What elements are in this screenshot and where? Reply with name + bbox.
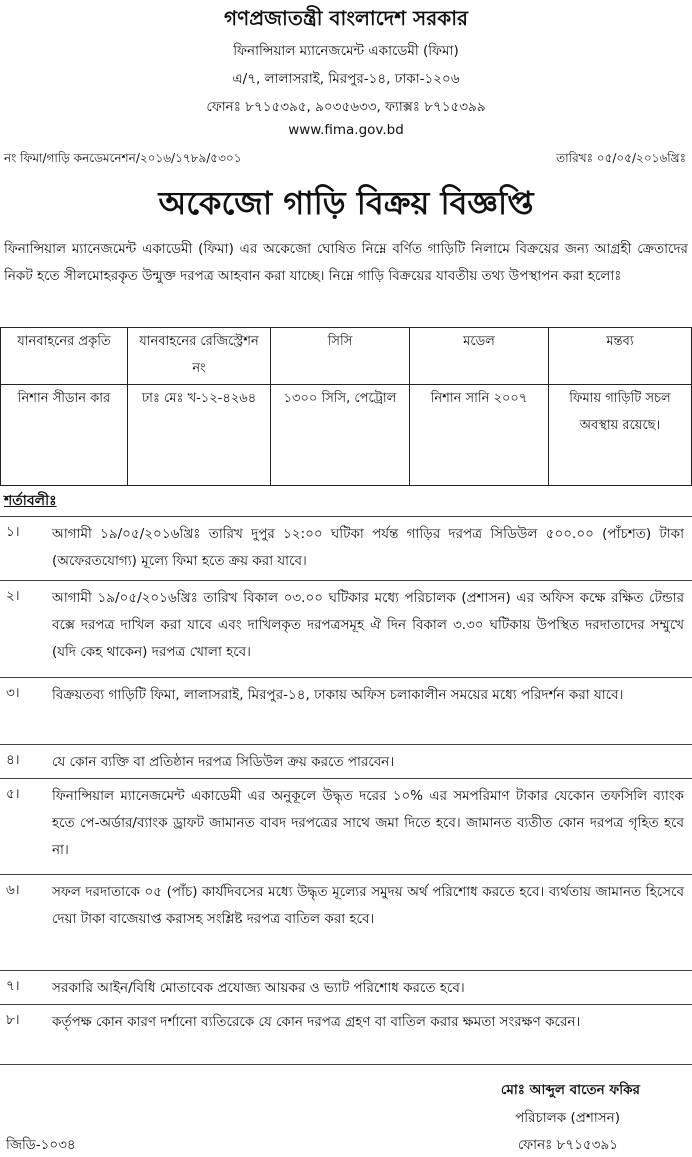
term-number: ৪। (6, 752, 20, 768)
intro-paragraph: ফিনান্সিয়াল ম্যানেজমেন্ট একাডেমী (ফিমা) এর অকেজো ঘোষিত নিম্নে বর্ণিত গাড়িটি নিলামে বিক্রয়ের জন্য আগ্রহী ক্রেতাদের নিকট হতে সীলমোহরকৃত উন্মুক্ত দরপত্র আহবান করা যাচ্ছে। নিম্নে গাড়ি বিক্রয়ের যাবতীয় তথ্য উপস্থাপন করা হলোঃ (4, 241, 688, 284)
header-cell: যানবাহনের রেজিস্ট্রেশন নং (128, 328, 271, 385)
header-cell: মডেল (410, 328, 549, 385)
divider (0, 1064, 692, 1065)
academy-name: ফিনান্সিয়াল ম্যানেজমেন্ট একাডেমী (ফিমা) (233, 43, 459, 59)
term-text: আগামী ১৯/০৫/২০১৬খ্রিঃ তারিখ দুপুর ১২:০০ ঘটিকা পর্যন্ত গাড়ির দরপত্র সিডিউল ৫০০.০০ (পাঁচশত) টাকা (অফেরতযোগ্য) মূল্যে ফিমা হতে ক্রয় করা যাবে। (52, 526, 684, 569)
vehicle-table (0, 327, 692, 486)
table-cell: নিশান সীডান কার (1, 385, 128, 486)
government-name: গণপ্রজাতন্ত্রী বাংলাদেশ সরকার (224, 6, 468, 30)
table-cell: নিশান সানি ২০০৭ (410, 385, 549, 486)
header-cell: সিসি (271, 328, 410, 385)
term-item (0, 516, 692, 579)
term-text: বিক্রয়তব্য গাড়িটি ফিমা, লালাসরাই, মিরপুর-১৪, ঢাকায় অফিস চলাকালীন সময়ের মধ্যে পরিদর্শন করা যাবে। (52, 687, 624, 703)
signatory-phone: ফোনঃ ৮৭১৫৩৯১ (517, 1137, 618, 1153)
term-number: ৮। (6, 1012, 20, 1028)
table-cell: ফিমায় গাড়িটি সচল অবস্থায় রয়েছে। (549, 385, 692, 486)
term-item (0, 970, 692, 1003)
table-cell: ঢাঃ মেঃ খ-১২-৪২৬৪ (128, 385, 271, 486)
term-number: ১। (6, 524, 20, 540)
term-item (0, 778, 692, 871)
term-text: সরকারি আইন/বিধি মোতাবেক প্রযোজ্য আয়কর ও ভ্যাট পরিশোধ করতে হবে। (52, 980, 465, 996)
term-text: আগামী ১৯/০৫/২০১৬খ্রিঃ তারিখ বিকাল ০৩.০০ ঘটিকার মধ্যে পরিচালক (প্রশাসন) এর অফিস কক্ষে রক্ষিত টেন্ডার বক্সে দরপত্র দাখিল করা যাবে এবং দাখিলকৃত দরপত্রসমূহ ঐ দিন বিকাল ৩.৩০ ঘটিকায় উপস্থিত দরদাতাদের সম্মুখে (যদি কেহ থাকেন) দরপত্র খোলা হবে। (52, 590, 684, 660)
academy-website: www.fima.gov.bd (288, 122, 404, 138)
header-cell: যানবাহনের প্রকৃতি (1, 328, 128, 385)
signatory-designation: পরিচালক (প্রশাসন) (515, 1110, 620, 1126)
term-number: ৬। (6, 882, 20, 898)
academy-contact: ফোনঃ ৮৭১৫৩৯৫, ৯০৩৫৬৩৩, ফ্যাক্সঃ ৮৭১৫৩৯৯ (206, 99, 486, 115)
term-item (0, 1004, 692, 1065)
term-text: যে কোন ব্যক্তি বা প্রতিষ্ঠান দরপত্র সিডিউল ক্রয় করতে পারবেন। (52, 754, 395, 770)
term-text: কর্তৃপক্ষ কোন কারণ দর্শানো ব্যতিরেকে যে কোন দরপত্র গ্রহণ বা বাতিল করার ক্ষমতা সংরক্ষণ করেন। (52, 1014, 581, 1030)
term-item (0, 677, 692, 740)
term-text: ফিনান্সিয়াল ম্যানেজমেন্ট একাডেমী এর অনুকূলে উদ্ধৃত দরের ১০% এর সমপরিমাণ টাকার যেকোন তফসিলি ব্যাংক হতে পে-অর্ডার/ব্যাংক ড্রাফট জামানত বাবদ দরপত্রের সাথে জমা দিতে হবে। জামানত ব্যতীত কোন দরপত্র গৃহিত হবে না। (52, 788, 684, 858)
table-header-row (1, 328, 692, 385)
term-number: ৩। (6, 685, 20, 701)
table-row (1, 385, 692, 486)
table-cell: ১৩০০ সিসি, পেট্রোল (271, 385, 410, 486)
notice-title: অকেজো গাড়ি বিক্রয় বিজ্ঞপ্তি (158, 184, 534, 222)
terms-heading: শর্তাবলীঃ (4, 493, 57, 509)
header-cell: মন্তব্য (549, 328, 692, 385)
academy-address: এ/৭, লালাসরাই, মিরপুর-১৪, ঢাকা-১২০৬ (232, 71, 460, 87)
term-number: ৫। (6, 786, 20, 802)
term-number: ৭। (6, 978, 20, 994)
notice-date: তারিখঃ ০৫/০৫/২০১৬খ্রিঃ (556, 151, 686, 165)
signatory-name: মোঃ আব্দুল বাতেন ফকির (500, 1082, 640, 1098)
term-item (0, 744, 692, 777)
reference-number: নং ফিমা/গাড়ি কনডেমনেশন/২০১৬/১৭৮৯/৫৩০১ (4, 151, 242, 165)
term-item (0, 580, 692, 673)
term-item (0, 874, 692, 967)
term-number: ২। (6, 588, 20, 604)
term-text: সফল দরদাতাকে ০৫ (পাঁচ) কার্যদিবসের মধ্যে উদ্ধৃত মূল্যের সমুদয় অর্থ পরিশোধ করতে হবে। ব্যর্থতায় জামানত হিসেবে দেয়া টাকা বাজেয়াপ্ত করাসহ সংশ্লিষ্ট দরপত্র বাতিল করা হবে। (52, 884, 684, 927)
gd-number: জিডি-১০৩৪ (6, 1137, 76, 1153)
